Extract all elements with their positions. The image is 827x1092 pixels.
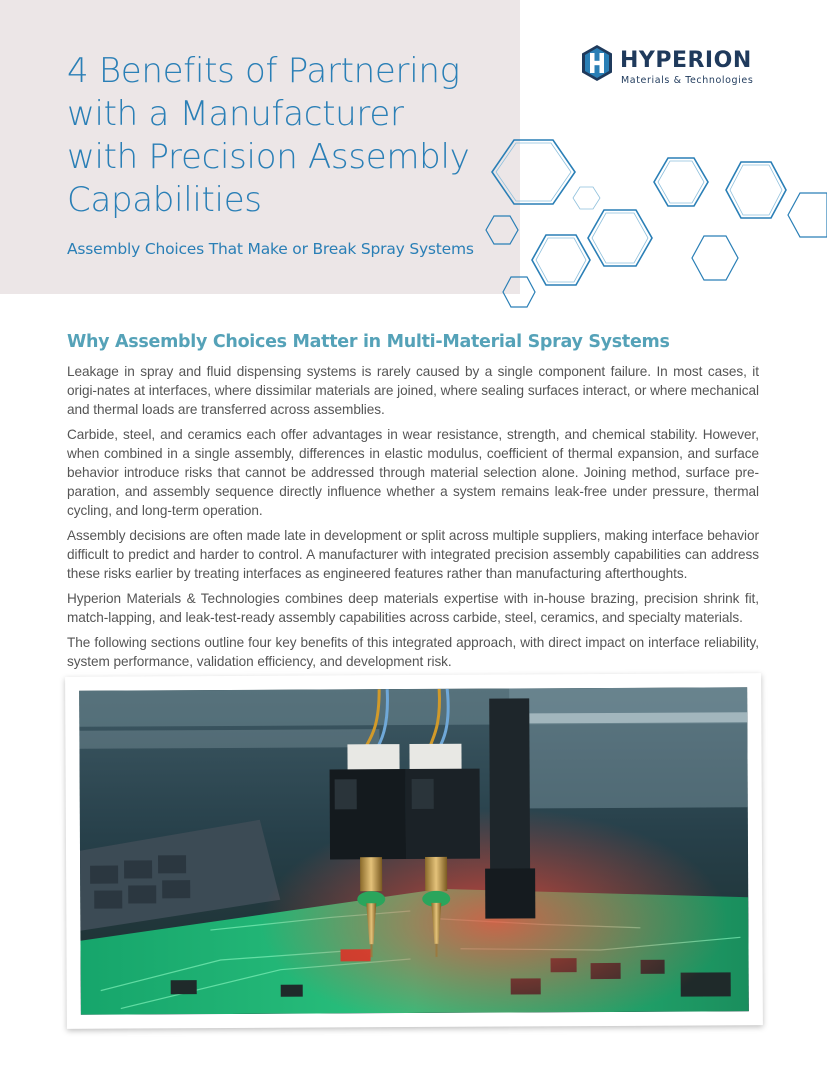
photo-illustration: [79, 687, 749, 1014]
paragraph: Carbide, steel, and ceramics each offer advantages in wear resistance, strength, and chemical stability. However, when combined in a single assembly, differences in elastic modulus, coefficient of thermal expansion, and surface behavior introduce risks that cannot be addressed through material selection alone. Joining method, surface pre-paration, and assembly sequence directly influence whether a system remains leak-free under pressure, thermal cycling, and long-term operation.: [67, 427, 759, 518]
hyperion-logo: [580, 44, 765, 88]
photo-frame: [65, 673, 763, 1029]
document-subtitle: Assembly Choices That Make or Break Spray Systems: [67, 240, 474, 258]
dispensing-nozzles-photo: [79, 687, 749, 1014]
paragraph: Hyperion Materials & Technologies combines deep materials expertise with in-house brazing, precision shrink fit, match-lapping, and leak-test-ready assembly capabilities across carbide, steel, ceramics, and specialty materials.: [67, 591, 759, 625]
paragraph: Leakage in spray and fluid dispensing systems is rarely caused by a single component failure. In most cases, it origi-nates at interfaces, where dissimilar materials are joined, where sealing surfaces interact, or where mechanical and thermal loads are transferred across assemblies.: [67, 364, 759, 417]
brand-tagline: Materials & Technologies: [621, 75, 754, 86]
section-heading: Why Assembly Choices Matter in Multi-Material Spray Systems: [67, 332, 670, 352]
hexagon-decoration: [470, 120, 827, 320]
body-text: [67, 362, 759, 677]
hyperion-h-hexagon-icon: [580, 44, 614, 82]
paragraph: The following sections outline four key benefits of this integrated approach, with direct impact on interface reliability, system performance, validation efficiency, and development risk.: [67, 635, 759, 669]
document-title: 4 Benefits of Partnering with a Manufacturer with Precision Assembly Capabilities: [67, 51, 470, 220]
brand-name: HYPERION: [620, 48, 752, 73]
paragraph: Assembly decisions are often made late in development or split across multiple suppliers, making interface behavior difficult to predict and harder to control. A manufacturer with integrated precision assembly capabilities can address these risks earlier by treating interfaces as engineered features rather than manufacturing afterthoughts.: [67, 528, 759, 581]
